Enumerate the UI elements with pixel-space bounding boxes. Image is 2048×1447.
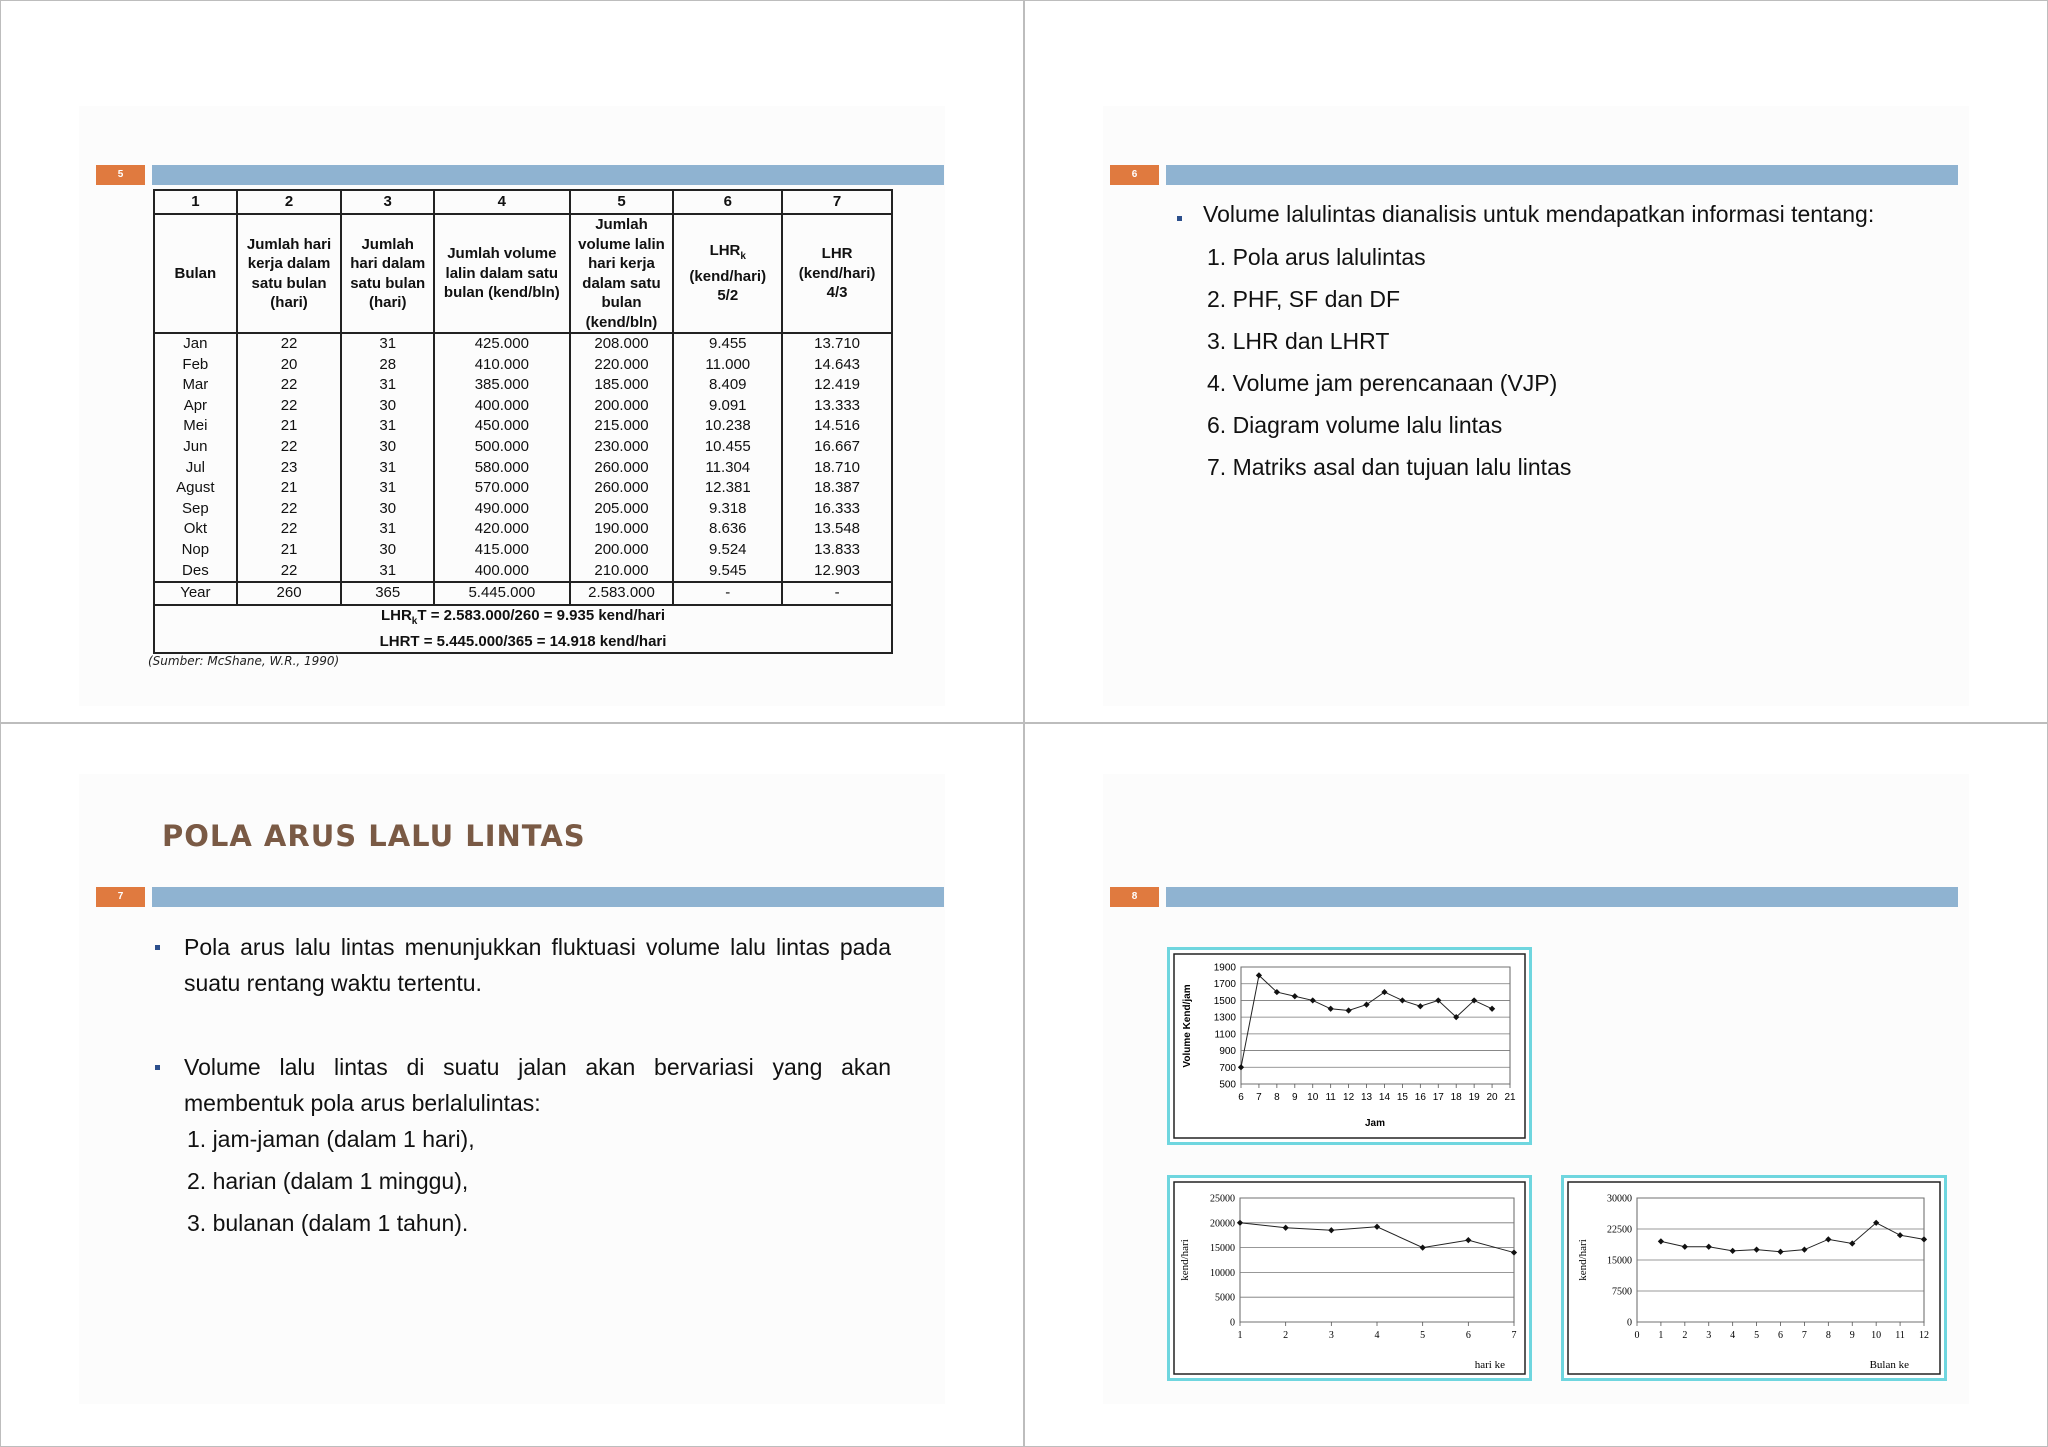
table-cell: - [782, 582, 892, 605]
x-tick-label: 8 [1825, 1330, 1831, 1341]
y-tick-label: 1300 [1213, 1012, 1236, 1024]
table-cell: 22 [237, 561, 342, 583]
table-row [154, 519, 892, 540]
bullet-icon [155, 1065, 160, 1070]
table-cell: 18.710 [782, 458, 892, 479]
para-line: suatu rentang waktu tertentu. [184, 970, 482, 996]
footer-lhrt: LHRT = 5.445.000/365 = 14.918 kend/hari [379, 632, 667, 650]
table-cell: 12.903 [782, 561, 892, 583]
bullet-icon [1177, 216, 1182, 221]
x-axis-label: Bulan ke [1869, 1359, 1909, 1371]
table-row [154, 375, 892, 396]
para-line: Pola arus lalu lintas menunjukkan fluktuasi volume lalu lintas pada [184, 934, 891, 960]
slide-6-panel [1024, 0, 2048, 723]
slide-number: 6 [1110, 165, 1159, 185]
intro-text: Volume lalulintas dianalisis untuk mendapatkan informasi tentang: [1203, 201, 1875, 227]
table-cell: 200.000 [570, 540, 674, 561]
table-cell: 11.304 [673, 458, 782, 479]
header-hari-bulan [341, 214, 434, 333]
table-body [154, 333, 892, 582]
header-line: (kend/hari) [798, 264, 876, 282]
y-tick-label: 5000 [1215, 1292, 1235, 1304]
table-cell: 580.000 [434, 458, 570, 479]
table-cell: Nop [154, 540, 237, 561]
col-number: 1 [154, 190, 237, 214]
footer-lhrkt [157, 606, 889, 632]
footer-text: LHR [380, 606, 412, 624]
x-tick-label: 17 [1432, 1092, 1444, 1103]
x-tick-label: 5 [1420, 1330, 1426, 1341]
table-cell: Jun [154, 437, 237, 458]
table-row [154, 458, 892, 479]
x-tick-label: 11 [1325, 1092, 1336, 1103]
x-tick-label: 5 [1754, 1330, 1760, 1341]
x-tick-label: 12 [1343, 1092, 1355, 1103]
header-line: Jumlah [361, 235, 414, 253]
table-cell: 14.643 [782, 355, 892, 376]
x-tick-label: 4 [1730, 1330, 1736, 1341]
slide-number: 5 [96, 165, 145, 185]
table-cell: 205.000 [570, 499, 674, 520]
table-cell: 22 [237, 333, 342, 355]
table-cell: 13.548 [782, 519, 892, 540]
table-cell: Jan [154, 333, 237, 355]
x-tick-label: 7 [1801, 1330, 1807, 1341]
col-number: 6 [673, 190, 782, 214]
table-cell: 9.545 [673, 561, 782, 583]
paragraph-2 [184, 1049, 891, 1121]
table-cell: 21 [237, 416, 342, 437]
table-cell: 185.000 [570, 375, 674, 396]
x-tick-label: 4 [1374, 1330, 1380, 1341]
hourly-volume-chart [1170, 950, 1529, 1142]
header-bulan: Bulan [154, 214, 237, 333]
column-number-row [154, 190, 892, 214]
table-cell: 570.000 [434, 478, 570, 499]
table-cell: 12.381 [673, 478, 782, 499]
table-cell: 260.000 [570, 458, 674, 479]
table-cell: 450.000 [434, 416, 570, 437]
col-number: 5 [570, 190, 674, 214]
x-tick-label: 10 [1871, 1330, 1882, 1341]
monthly-volume-chart [1564, 1178, 1944, 1378]
table-cell: 420.000 [434, 519, 570, 540]
table-cell: 31 [341, 519, 434, 540]
list-item: 1. Pola arus lalulintas [1207, 244, 1426, 270]
x-tick-label: 19 [1468, 1092, 1480, 1103]
table-cell: 2.583.000 [570, 582, 674, 605]
header-hari-kerja [237, 214, 342, 333]
footer-text: T = 2.583.000/260 = 9.935 kend/hari [417, 606, 666, 624]
plot-area [1241, 967, 1510, 1084]
table-cell: - [673, 582, 782, 605]
x-tick-label: 6 [1465, 1330, 1471, 1341]
header-line [676, 241, 779, 267]
x-tick-label: 13 [1360, 1092, 1373, 1103]
header-row [154, 214, 892, 333]
header-line: satu bulan [251, 274, 327, 292]
table-cell: 30 [341, 540, 434, 561]
x-tick-label: 6 [1238, 1092, 1244, 1103]
source-note: (Sumber: McShane, W.R., 1990) [148, 654, 340, 668]
col-number: 4 [434, 190, 570, 214]
y-tick-label: 20000 [1210, 1218, 1235, 1230]
header-bar [152, 887, 944, 907]
pattern-list [187, 1126, 475, 1252]
table-cell: 22 [237, 375, 342, 396]
table-cell: 385.000 [434, 375, 570, 396]
table-cell: 28 [341, 355, 434, 376]
y-tick-label: 1100 [1214, 1029, 1236, 1041]
slide-7-panel [0, 723, 1024, 1447]
daily-volume-chart [1170, 1178, 1529, 1378]
table-cell: Des [154, 561, 237, 583]
y-axis-label: kend/hari [1577, 1239, 1589, 1281]
plot-area [1240, 1198, 1514, 1322]
table-cell: 16.667 [782, 437, 892, 458]
table-cell: 22 [237, 519, 342, 540]
table-cell: 11.000 [673, 355, 782, 376]
lhr-subscript: k [740, 251, 746, 263]
table-cell: 31 [341, 416, 434, 437]
header-bar [1166, 165, 1958, 185]
daily-chart-frame [1167, 1175, 1532, 1381]
header-lhrk [673, 214, 782, 333]
table-cell: Mei [154, 416, 237, 437]
table-cell: 490.000 [434, 499, 570, 520]
table-cell: 208.000 [570, 333, 674, 355]
list-item: 2. harian (dalam 1 minggu), [187, 1168, 469, 1194]
y-tick-label: 15000 [1607, 1255, 1632, 1267]
table-cell: 21 [237, 478, 342, 499]
y-tick-label: 10000 [1210, 1267, 1235, 1279]
list-item: 7. Matriks asal dan tujuan lalu lintas [1207, 454, 1572, 480]
y-tick-label: 1700 [1213, 979, 1236, 991]
lhr-table [153, 189, 893, 654]
header-line: (kend/hari) [689, 267, 767, 285]
x-tick-label: 6 [1778, 1330, 1783, 1341]
table-cell: 14.516 [782, 416, 892, 437]
x-tick-label: 11 [1895, 1330, 1905, 1341]
table-cell: 31 [341, 458, 434, 479]
header-line: 5/2 [717, 287, 739, 305]
table-row [154, 355, 892, 376]
table-cell: Mar [154, 375, 237, 396]
table-cell: 13.333 [782, 396, 892, 417]
monthly-chart-frame [1561, 1175, 1947, 1381]
table-row [154, 416, 892, 437]
header-line: 4/3 [826, 284, 848, 302]
list-item: 4. Volume jam perencanaan (VJP) [1207, 370, 1558, 396]
list-item: 3. bulanan (dalam 1 tahun). [187, 1210, 469, 1236]
x-tick-label: 3 [1706, 1330, 1712, 1341]
x-tick-label: 7 [1511, 1330, 1517, 1341]
x-tick-label: 18 [1450, 1092, 1462, 1103]
y-tick-label: 22500 [1607, 1224, 1632, 1236]
table-cell: Jul [154, 458, 237, 479]
list-item: 2. PHF, SF dan DF [1207, 286, 1401, 312]
x-tick-label: 12 [1919, 1330, 1929, 1341]
table-cell: 12.419 [782, 375, 892, 396]
table-cell: 20 [237, 355, 342, 376]
table-cell: Agust [154, 478, 237, 499]
col-number: 2 [237, 190, 342, 214]
table-cell: 9.091 [673, 396, 782, 417]
x-tick-label: 8 [1274, 1092, 1280, 1103]
table-cell: 230.000 [570, 437, 674, 458]
table-cell: 9.455 [673, 333, 782, 355]
page-title: POLA ARUS LALU LINTAS [162, 819, 586, 853]
x-tick-label: 7 [1256, 1092, 1262, 1103]
header-line: (kend/bln) [585, 313, 658, 331]
header-line: LHR [821, 245, 853, 263]
table-cell: 10.238 [673, 416, 782, 437]
table-cell: 31 [341, 333, 434, 355]
footer-subscript: k [411, 615, 418, 627]
x-tick-label: 20 [1486, 1092, 1498, 1103]
slide-8-panel [1024, 723, 2048, 1447]
table-row [154, 540, 892, 561]
table-row [154, 333, 892, 355]
table-cell: 190.000 [570, 519, 674, 540]
table-cell: 220.000 [570, 355, 674, 376]
y-tick-label: 15000 [1210, 1243, 1235, 1255]
y-tick-label: 0 [1627, 1317, 1632, 1329]
footer-cell [154, 605, 892, 653]
table-cell: 400.000 [434, 396, 570, 417]
header-line: hari kerja [588, 255, 655, 272]
x-tick-label: 0 [1634, 1330, 1640, 1341]
header-line: volume lalin [578, 235, 665, 253]
table-cell: 260 [237, 582, 342, 605]
table-cell: 415.000 [434, 540, 570, 561]
table-cell: 31 [341, 375, 434, 396]
header-lhr [782, 214, 892, 333]
x-tick-label: 3 [1328, 1330, 1334, 1341]
table-cell: 500.000 [434, 437, 570, 458]
x-axis-label: hari ke [1474, 1359, 1505, 1371]
y-tick-label: 1900 [1213, 962, 1236, 974]
table-cell: 22 [237, 437, 342, 458]
table-row [154, 561, 892, 583]
table-row [154, 396, 892, 417]
table-cell: Apr [154, 396, 237, 417]
table-cell: 30 [341, 396, 434, 417]
x-tick-label: 16 [1414, 1092, 1426, 1103]
table-cell: 215.000 [570, 416, 674, 437]
paragraph-1 [184, 929, 891, 1001]
table-cell: Okt [154, 519, 237, 540]
table-cell: 23 [237, 458, 342, 479]
header-line: bulan (kend/bln) [443, 284, 560, 302]
header-volume-bulan [434, 214, 570, 333]
bullet-icon [155, 945, 160, 950]
header-line: bulan [601, 294, 642, 311]
table-cell: 10.455 [673, 437, 782, 458]
hourly-chart-frame [1167, 947, 1532, 1145]
header-line: kerja dalam [247, 255, 331, 272]
table-cell: 5.445.000 [434, 582, 570, 605]
info-list [1207, 244, 1571, 496]
table-cell: 210.000 [570, 561, 674, 583]
table-cell: 410.000 [434, 355, 570, 376]
table-row [154, 437, 892, 458]
header-line: satu bulan [350, 274, 426, 292]
header-volume-hari-kerja [570, 214, 674, 333]
table-cell: 260.000 [570, 478, 674, 499]
x-tick-label: 1 [1658, 1330, 1664, 1341]
list-item: 1. jam-jaman (dalam 1 hari), [187, 1126, 475, 1152]
x-tick-label: 1 [1237, 1330, 1243, 1341]
header-bar [152, 165, 944, 185]
table-cell: 9.318 [673, 499, 782, 520]
table-cell: 365 [341, 582, 434, 605]
table-cell: 31 [341, 561, 434, 583]
header-line: Jumlah volume [447, 245, 557, 263]
y-tick-label: 7500 [1612, 1286, 1632, 1298]
table-cell: 16.333 [782, 499, 892, 520]
table-cell: 200.000 [570, 396, 674, 417]
y-tick-label: 500 [1219, 1079, 1236, 1091]
table-cell: 31 [341, 478, 434, 499]
x-tick-label: 9 [1292, 1092, 1298, 1103]
table-cell: 22 [237, 396, 342, 417]
table-cell: 425.000 [434, 333, 570, 355]
slide-5-panel [0, 0, 1024, 723]
table-row [154, 478, 892, 499]
y-axis-label: kend/hari [1179, 1239, 1191, 1281]
table-cell: Feb [154, 355, 237, 376]
header-line: Jumlah [595, 216, 648, 233]
y-tick-label: 0 [1230, 1317, 1235, 1329]
y-tick-label: 900 [1219, 1046, 1236, 1058]
y-tick-label: 25000 [1210, 1193, 1235, 1205]
footer-row [154, 605, 892, 653]
table-cell: 30 [341, 499, 434, 520]
list-item: 6. Diagram volume lalu lintas [1207, 412, 1503, 438]
para-line: Volume lalu lintas di suatu jalan akan bervariasi yang akan [184, 1054, 891, 1080]
x-tick-label: 2 [1283, 1330, 1289, 1341]
table-cell: 21 [237, 540, 342, 561]
slide-number: 8 [1110, 887, 1159, 907]
y-axis-label: Volume Kend/jam [1182, 984, 1193, 1068]
table-cell: 13.710 [782, 333, 892, 355]
header-line: hari dalam [350, 255, 426, 272]
table-cell: 30 [341, 437, 434, 458]
table-row [154, 499, 892, 520]
lhr-label: LHR [709, 242, 741, 260]
header-line: (hari) [368, 294, 407, 311]
x-tick-label: 21 [1504, 1092, 1516, 1103]
x-axis-label: Jam [1364, 1118, 1386, 1129]
y-tick-label: 700 [1219, 1062, 1236, 1074]
header-line: Jumlah hari [246, 235, 332, 253]
table-cell: 13.833 [782, 540, 892, 561]
table-cell: 400.000 [434, 561, 570, 583]
y-tick-label: 1500 [1213, 995, 1236, 1007]
slide-number: 7 [96, 887, 145, 907]
year-row [154, 582, 892, 605]
x-tick-label: 15 [1396, 1092, 1408, 1103]
col-number: 7 [782, 190, 892, 214]
header-line: dalam satu [582, 274, 661, 292]
table-cell: 9.524 [673, 540, 782, 561]
table-cell: 22 [237, 499, 342, 520]
table-cell: Sep [154, 499, 237, 520]
x-tick-label: 2 [1682, 1330, 1688, 1341]
header-bar [1166, 887, 1958, 907]
header-line: (hari) [270, 294, 308, 311]
x-tick-label: 14 [1378, 1092, 1391, 1103]
y-tick-label: 30000 [1607, 1193, 1632, 1205]
para-line: membentuk pola arus berlalulintas: [184, 1090, 541, 1116]
table-cell: 8.636 [673, 519, 782, 540]
table-cell: 18.387 [782, 478, 892, 499]
table-cell: 8.409 [673, 375, 782, 396]
table-cell: Year [154, 582, 237, 605]
x-tick-label: 10 [1307, 1092, 1319, 1103]
x-tick-label: 9 [1849, 1330, 1855, 1341]
header-line: lalin dalam satu [445, 264, 559, 282]
col-number: 3 [341, 190, 434, 214]
list-item: 3. LHR dan LHRT [1207, 328, 1390, 354]
